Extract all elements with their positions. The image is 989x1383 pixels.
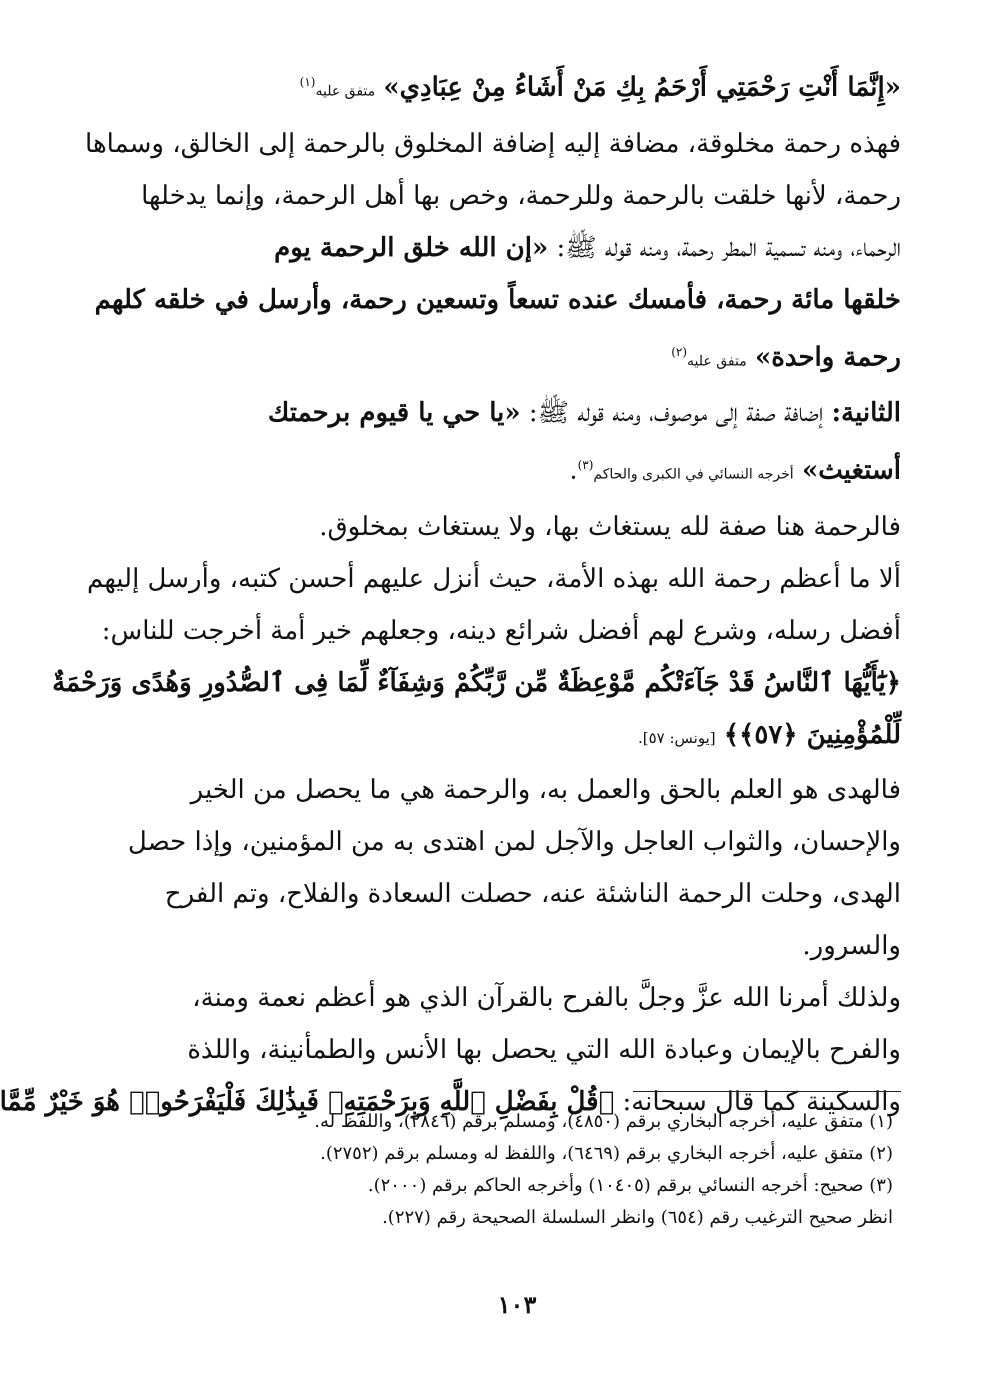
text-line-2: فهذه رحمة مخلوقة، مضافة إليه إضافة المخلوق بالرحمة إلى الخالق، وسماها: [85, 128, 901, 159]
text-line-4-plain: الرحماء، ومنه تسمية المطر رحمة، ومنه قوله ﷺ:: [556, 232, 901, 263]
hadith-quote-3-start: «يا حي يا قيوم برحمتك: [267, 398, 521, 429]
text-line-13: [133, 709, 901, 764]
footnote-divider: [633, 1091, 901, 1092]
main-text: [0, 56, 901, 1128]
text-line-10: ألا ما أعظم رحمة الله بهذه الأمة، حيث أنزل عليهم أحسن كتبه، وأرسل إليهم: [87, 563, 901, 594]
footnote-marker-3: (٣): [577, 458, 594, 473]
text-line-20-plain: والسكينة كما قال سبحانه:: [622, 1086, 901, 1117]
text-line-18: ولذلك أمرنا الله عزَّ وجلَّ بالفرح بالقرآن الذي هو أعظم نعمة ومنة،: [192, 982, 901, 1013]
attribution-1: متفق عليه: [315, 83, 376, 100]
page-number: ١٠٣: [497, 1290, 537, 1319]
hadith-quote-1: «إِنَّمَا أَنْتِ رَحْمَتِي أَرْحَمُ بِكِ مَنْ أَشَاءُ مِنْ عِبَادِي»: [383, 72, 901, 103]
text-line-14: فالهدى هو العلم بالحق والعمل به، والرحمة هي ما يحصل من الخير: [190, 774, 901, 805]
hadith-quote-2-middle: خلقها مائة رحمة، فأمسك عنده تسعاً وتسعين رحمة، وأرسل في خلقه كلهم: [94, 284, 901, 315]
quran-verse-1-end: لِّلْمُؤْمِنِينَ ﴿٥٧﴾﴾: [723, 719, 901, 750]
text-line-11: أفضل رسله، وشرع لهم أفضل شرائع دينه، وجعلهم خير أمة أخرجت للناس:: [101, 615, 901, 646]
text-line-6: [133, 326, 901, 388]
hadith-quote-2-end: رحمة واحدة»: [754, 342, 901, 373]
footnote-3-continuation: انظر صحيح الترغيب رقم (٦٥٤) وانظر السلسلة الصحيحة رقم (٢٢٧).: [382, 1207, 893, 1228]
text-line-3: رحمة، لأنها خلقت بالرحمة وللرحمة، وخص بها أهل الرحمة، وإنما يدخلها: [141, 180, 901, 211]
text-line-19: والفرح بالإيمان وعبادة الله التي يحصل بها الأنس والطمأنينة، واللذة: [187, 1034, 901, 1065]
text-line-8: [133, 439, 901, 501]
text-line-7: [133, 387, 901, 439]
hadith-quote-2-start: «إن الله خلق الرحمة يوم: [274, 232, 549, 263]
verse-reference: [يونس: ٥٧].: [637, 728, 716, 747]
text-line-7-plain: إضافة صفة إلى موصوف، ومنه قوله ﷺ:: [528, 398, 824, 429]
text-line-17: والسرور.: [802, 930, 901, 961]
quran-verse-2: ﴿قُلْ بِفَضْلِ ٱللَّهِ وَبِرَحْمَتِهِۦ فَبِذَٰلِكَ فَلْيَفْرَحُوا۟ هُوَ خَيْرٌ مِّمَّا: [0, 1086, 615, 1117]
footnotes: [133, 1106, 893, 1234]
footnote-2: (٢) متفق عليه، أخرجه البخاري برقم (٦٤٦٩)، واللفظ له ومسلم برقم (٢٧٥٢).: [320, 1143, 893, 1164]
quran-verse-1-start: ﴿يَٰٓأَيُّهَا ٱلنَّاسُ قَدْ جَآءَتْكُم مَّوْعِظَةٌ مِّن رَّبِّكُمْ وَشِفَآءٌ لِّمَا فِى ٱلصُّدُورِ وَهُدًى وَرَحْمَةٌ: [52, 667, 901, 698]
footnote-marker-1: (١): [299, 75, 316, 89]
text-line-4: [133, 222, 901, 274]
attribution-2: متفق عليه: [687, 353, 747, 370]
attribution-3: أخرجه النسائي في الكبرى والحاكم: [593, 466, 794, 483]
section-label-second: الثانية:: [831, 398, 901, 429]
text-line-9: فالرحمة هنا صفة لله يستغاث بها، ولا يستغاث بمخلوق.: [319, 511, 901, 542]
footnote-3: (٣) صحيح: أخرجه النسائي برقم (١٠٤٠٥) وأخرجه الحاكم برقم (٢٠٠٠).: [367, 1175, 893, 1196]
hadith-quote-3-end: أستغيث»: [801, 455, 901, 486]
text-line-16: الهدى، وحلت الرحمة الناشئة عنه، حصلت السعادة والفلاح، وتم الفرح: [164, 878, 901, 909]
footnote-1: (١) متفق عليه، أخرجه البخاري برقم (٤٨٥٠)، ومسلم برقم (٢٨٤٦)، واللفظ له.: [314, 1111, 893, 1132]
period-mark: .: [569, 455, 578, 486]
text-line-1: [133, 56, 901, 118]
text-line-15: والإحسان، والثواب العاجل والآجل لمن اهتدى به من المؤمنين، وإذا حصل: [127, 826, 901, 857]
footnote-marker-2: (٢): [671, 344, 688, 359]
